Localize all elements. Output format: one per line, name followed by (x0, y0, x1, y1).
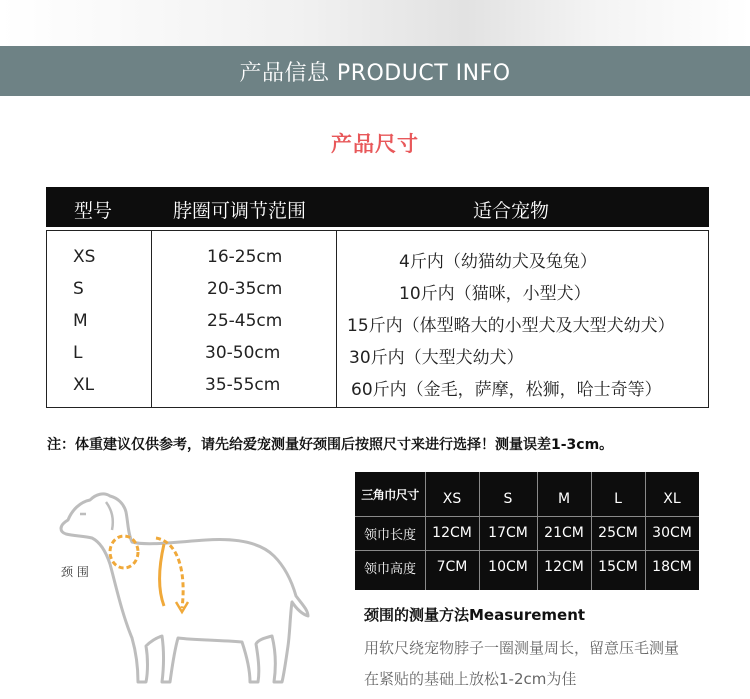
pet-cell: 30斤内（大型犬幼犬） (349, 348, 524, 368)
size-cell: L (73, 343, 83, 363)
value-cell: 17CM (488, 525, 528, 541)
table-row (47, 305, 708, 337)
table-row (47, 241, 708, 273)
value-cell: 21CM (544, 525, 584, 541)
row-label: 领巾高度 (363, 561, 416, 577)
range-cell: 25-45cm (207, 311, 283, 331)
product-info-banner (0, 46, 750, 96)
size-header: M (557, 491, 571, 507)
range-cell: 16-25cm (207, 247, 283, 267)
table-row (47, 369, 708, 401)
measurement-line: 在紧贴的基础上放松1-2cm为佳 (364, 670, 577, 688)
size-header: L (614, 491, 622, 507)
pet-cell: 60斤内（金毛，萨摩，松狮，哈士奇等） (351, 380, 662, 400)
neck-measure-arrow-icon (110, 536, 138, 568)
value-cell: 12CM (432, 525, 472, 541)
top-photo-strip (0, 0, 750, 46)
dog-diagram (46, 480, 316, 690)
sizing-note: 注：体重建议仅供参考，请先给爱宠测量好颈围后按照尺寸来进行选择！测量误差1-3cm。 (47, 437, 614, 453)
table-row (47, 337, 708, 369)
table-corner-label: 三角巾尺寸 (361, 487, 419, 502)
range-cell: 30-50cm (205, 343, 281, 363)
dog-ear-icon (106, 502, 113, 530)
table-row (47, 273, 708, 305)
size-cell: XS (73, 247, 96, 267)
neck-label: 颈 围 (61, 565, 89, 579)
size-table-header (46, 187, 709, 227)
chest-measure-arrow-icon (156, 538, 188, 612)
value-cell: 7CM (436, 559, 468, 575)
dog-outline-icon (61, 494, 308, 682)
value-cell: 25CM (598, 525, 638, 541)
range-cell: 35-55cm (205, 375, 281, 395)
value-cell: 30CM (652, 525, 692, 541)
size-header: XL (663, 491, 681, 507)
value-cell: 18CM (652, 559, 692, 575)
pet-cell: 10斤内（猫咪，小型犬） (399, 284, 591, 304)
measurement-line: 用软尺绕宠物脖子一圈测量周长，留意压毛测量 (364, 639, 680, 657)
size-table-body (46, 230, 709, 408)
header-size: 型号 (74, 200, 113, 222)
row-label: 领巾长度 (363, 527, 416, 543)
range-cell: 20-35cm (207, 279, 283, 299)
header-range: 脖圈可调节范围 (173, 200, 307, 222)
size-cell: XL (73, 375, 95, 395)
size-cell: S (73, 279, 84, 299)
value-cell: 12CM (544, 559, 584, 575)
header-pet: 适合宠物 (473, 200, 550, 222)
value-cell: 10CM (488, 559, 528, 575)
measurement-title: 颈围的测量方法Measurement (364, 606, 586, 624)
size-cell: M (73, 311, 88, 331)
pet-cell: 15斤内（体型略大的小型犬及大型犬幼犬） (347, 316, 675, 336)
size-header: S (503, 491, 513, 507)
pet-cell: 4斤内（幼猫幼犬及兔兔） (399, 252, 597, 272)
value-cell: 15CM (598, 559, 638, 575)
section-title: 产品尺寸 (331, 132, 419, 156)
banner-title: 产品信息 PRODUCT INFO (239, 60, 511, 86)
size-header: XS (442, 491, 462, 507)
bandana-size-table (355, 472, 699, 590)
